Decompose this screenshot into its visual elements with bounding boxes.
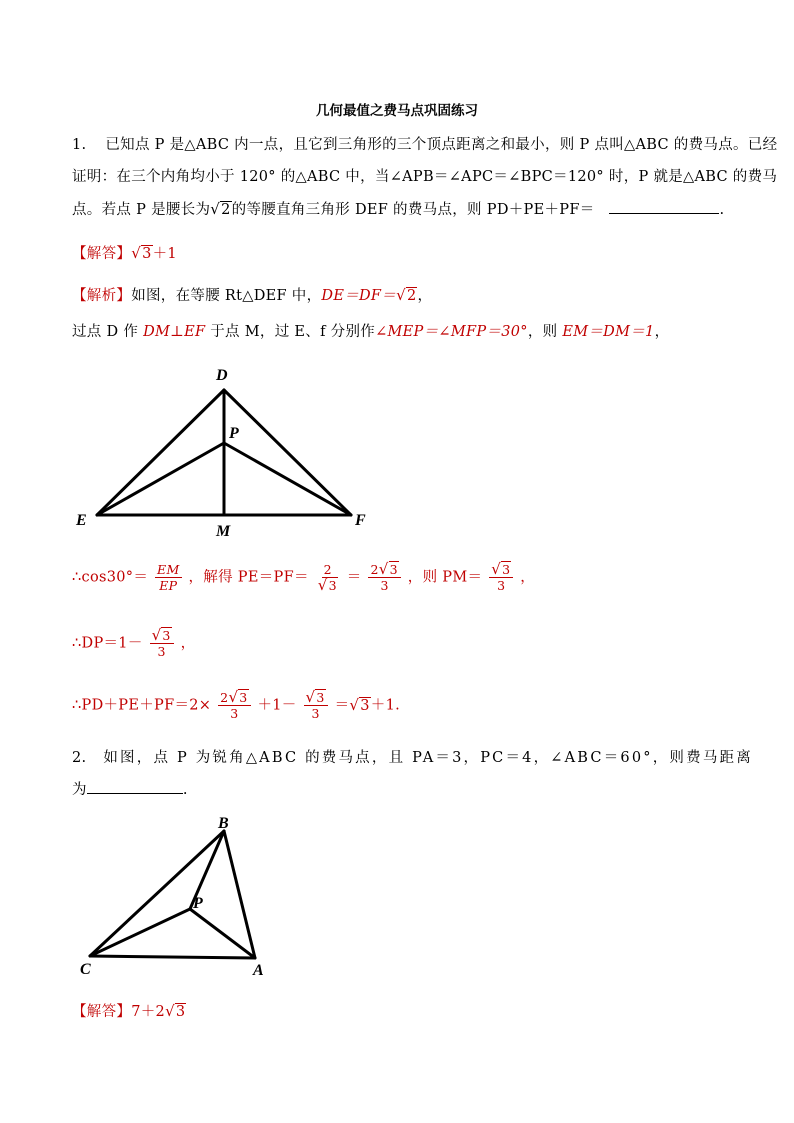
q1-solution-1 — [72, 284, 432, 305]
segment-cp — [90, 909, 190, 956]
answer-sqrt-arg: 3 — [142, 246, 152, 262]
q1-line-1 — [72, 133, 777, 154]
sqrt-arg: 3 — [316, 690, 325, 705]
frac-den: 3 — [230, 706, 239, 721]
q1-period: . — [719, 202, 725, 218]
eq3-sqrt: √3 — [349, 695, 370, 714]
answer-blank — [609, 201, 719, 214]
coef: 2 — [370, 562, 379, 577]
q1-solution-2 — [72, 320, 669, 341]
label-p: P — [229, 425, 239, 442]
frac-den: √3 — [317, 576, 337, 594]
frac-den: 3 — [380, 578, 389, 593]
q1-text-3a: 点。若点 P 是腰长为 — [72, 202, 211, 218]
q2-number: 2. — [72, 750, 87, 766]
label-m: M — [216, 523, 231, 540]
answer-blank — [87, 781, 183, 794]
answer-label: 【解答】 — [72, 1004, 132, 1020]
q2-answer — [72, 1000, 186, 1021]
solution-text-2g: ， — [654, 324, 670, 340]
q1-text-1: 已知点 P 是△ABC 内一点，且它到三角形的三个顶点距离之和最小，则 P 点叫△ABC 的费马点。已经 — [105, 137, 778, 153]
eq2-text-a: ∴DP＝1－ — [72, 635, 143, 652]
solution-text-2f: EM＝DM＝1 — [562, 324, 655, 340]
fraction-2sqrt3-3 — [368, 562, 400, 593]
solution-text-2b: DM⊥EF — [143, 324, 206, 340]
equation-3 — [72, 690, 400, 721]
q2-text-1: 如图，点 P 为锐角△ABC 的费马点，且 PA＝3，PC＝4，∠ABC＝60°，则费马距离 — [103, 750, 753, 766]
eq3-text-d: ＋1. — [370, 697, 401, 714]
q2-line-1 — [72, 746, 753, 767]
fraction-em-ep — [155, 562, 182, 593]
fraction-sqrt3-3 — [150, 628, 174, 659]
sqrt-arg: 3 — [389, 562, 398, 577]
eq3-text-c: ＝ — [334, 697, 350, 714]
equation-2 — [72, 628, 195, 659]
q2-text-2: 为 — [72, 782, 87, 798]
edge-ca — [90, 956, 255, 958]
frac-den: EP — [159, 578, 178, 593]
label-e: E — [76, 512, 87, 529]
frac-den: 3 — [497, 578, 506, 593]
q2-line-2 — [72, 778, 188, 799]
sqrt-arg: 3 — [239, 690, 248, 705]
label-f: F — [355, 512, 366, 529]
frac-num: 2 — [323, 562, 332, 577]
solution-text-1d: ， — [417, 288, 433, 304]
answer-sqrt: √3 — [165, 1002, 186, 1020]
frac-num: 2√3 — [368, 562, 400, 578]
label-d: D — [216, 367, 228, 384]
triangle-def-figure — [72, 360, 382, 540]
q1-text-3c: 的等腰直角三角形 DEF 的费马点，则 PD＋PE＋PF＝ — [231, 202, 595, 218]
sqrt-arg: 3 — [360, 697, 370, 714]
q2-period: . — [182, 782, 188, 798]
answer-sqrt-arg: 3 — [175, 1004, 186, 1020]
fraction-sqrt3-3 — [304, 690, 328, 721]
page-title: 几何最值之费马点巩固练习 — [316, 103, 478, 119]
eq1-text-c: ＝ — [346, 569, 362, 586]
answer-pre: 7＋2 — [131, 1004, 166, 1020]
eq3-text-a: ∴PD＋PE＋PF＝2× — [72, 697, 212, 714]
q1-line-2: 证明：在三个内角均小于 120° 的△ABC 中，当∠APB＝∠APC＝∠BPC＝120° 时，P 就是△ABC 的费马 — [72, 169, 778, 185]
solution-sqrt-arg: 2 — [406, 288, 417, 304]
solution-label: 【解析】 — [72, 288, 132, 304]
q1-number: 1. — [72, 137, 87, 153]
answer-sqrt: √3 — [131, 244, 152, 262]
sqrt-arg: 3 — [328, 578, 337, 593]
q1-line-3 — [72, 198, 724, 219]
eq1-text-b: ，解得 PE＝PF＝ — [188, 569, 309, 586]
eq1-text-e: ， — [520, 569, 536, 586]
sqrt-arg: 3 — [502, 562, 511, 577]
frac-den: 3 — [311, 706, 320, 721]
solution-text-1b: DE＝DF＝ — [321, 288, 397, 304]
coef: 2 — [220, 690, 229, 705]
solution-text-2a: 过点 D 作 — [72, 324, 144, 340]
eq1-text-d: ，则 PM＝ — [407, 569, 483, 586]
q1-answer — [72, 242, 177, 263]
answer-rest: ＋1 — [152, 246, 177, 262]
frac-num: √3 — [150, 628, 174, 644]
solution-sqrt: √2 — [396, 286, 417, 304]
solution-text-2e: ，则 — [527, 324, 563, 340]
sqrt-expression: √2 — [210, 200, 231, 218]
solution-text-2c: 于点 M，过 E、f 分别作 — [205, 324, 376, 340]
solution-text-2d: ∠MEP＝∠MFP＝30° — [375, 324, 528, 340]
frac-num: 2√3 — [218, 690, 250, 706]
label-p: P — [193, 895, 203, 912]
triangle-abc-figure — [72, 812, 282, 982]
eq1-text-a: ∴cos30°＝ — [72, 569, 149, 586]
label-a: A — [253, 962, 264, 979]
frac-num: √3 — [304, 690, 328, 706]
eq2-text-b: ， — [180, 635, 196, 652]
frac-num: EM — [157, 562, 180, 577]
eq3-text-b: ＋1－ — [257, 697, 297, 714]
frac-num: √3 — [489, 562, 513, 578]
frac-den: 3 — [157, 644, 166, 659]
fraction-2-sqrt3 — [316, 562, 340, 593]
equation-1 — [72, 562, 535, 593]
solution-text-1a: 如图，在等腰 Rt△DEF 中， — [131, 288, 322, 304]
sqrt-arg: 2 — [221, 202, 231, 218]
edge-cb — [90, 831, 224, 956]
sqrt-arg: 3 — [162, 628, 171, 643]
label-c: C — [80, 961, 91, 978]
answer-label: 【解答】 — [72, 246, 132, 262]
fraction-sqrt3-3 — [489, 562, 513, 593]
label-b: B — [218, 815, 229, 832]
fraction-2sqrt3-3 — [218, 690, 250, 721]
